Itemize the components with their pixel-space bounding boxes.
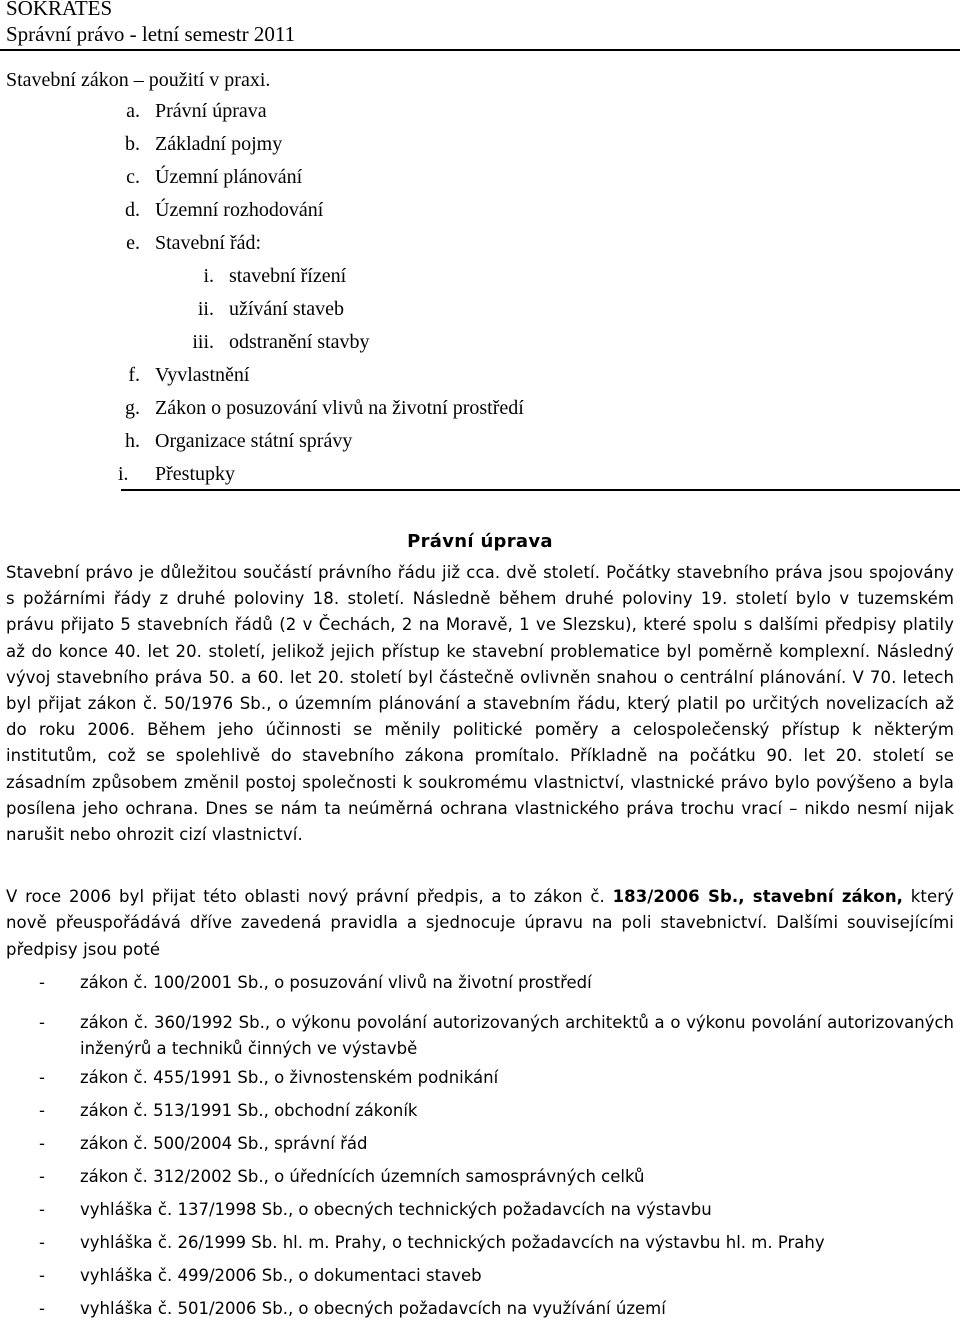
toc-text: Územní plánování [155, 166, 303, 188]
list-item-text: zákon č. 312/2002 Sb., o úřednících územních samosprávných celků [80, 1167, 645, 1186]
toc-text: užívání staveb [229, 298, 344, 320]
list-item-text: zákon č. 100/2001 Sb., o posuzování vlivů na životní prostředí [80, 973, 592, 992]
list-dash: - [39, 1233, 45, 1252]
body-paragraph: Stavební právo je důležitou součástí právního řádu již cca. dvě století. Počátky stavebního práva jsou spojovány s požárními řády z druhé poloviny 18. století. Následně během druhé poloviny 19. století bylo v tuzemském právu přijato 5 stavebních řádů (2 v Čechách, 2 na Moravě, 1 ve Slezsku), které spolu s dalšími předpisy platily až do konce 40. let 20. století, jelikož jejich přístup ke stavební problematice byl poměrně komplexní. Následný vývoj stavebního práva 50. a 60. let 20. století byl částečně ovlivněn snahou o centrální plánování. V 70. letech byl přijat zákon č. 50/1976 Sb., o územním plánování a stavebním řádu, který platil po určitých novelizacích až do roku 2006. Během jeho účinnosti se měnily politické poměry a celospolečenský přístup k některým institutům, což se spolehlivě do stavebního zákona promítalo. Příkladně na počátku 90. let 20. století se zásadním způsobem změnil postoj společnosti k soukromému vlastnictví, vlastnické právo bylo povýšeno a byla posílena jeho ochrana. Dnes se nám ta neúměrná ochrana vlastnického práva trochu vrací – nikdo nesmí nijak narušit nebo ohrozit cizí vlastnictví. [6, 563, 954, 845]
toc-marker: g. [125, 397, 140, 419]
list-item-text: vyhláška č. 501/2006 Sb., o obecných požadavcích na využívání území [80, 1299, 666, 1318]
toc-text: Organizace státní správy [155, 430, 353, 452]
list-item-text: zákon č. 360/1992 Sb., o výkonu povolání autorizovaných architektů a o výkonu povolání autorizovaných inženýrů a techniků činných ve výstavbě [80, 1013, 954, 1058]
list-dash: - [39, 1167, 45, 1186]
toc-marker: a. [126, 100, 140, 122]
list-item-text: zákon č. 500/2004 Sb., správní řád [80, 1134, 368, 1153]
toc-text: Přestupky [155, 463, 235, 485]
law-reference-bold: 183/2006 Sb., stavební zákon, [612, 887, 904, 906]
toc-marker: e. [126, 232, 140, 254]
list-dash: - [39, 1101, 45, 1120]
list-item-text: vyhláška č. 137/1998 Sb., o obecných technických požadavcích na výstavbu [80, 1200, 712, 1219]
list-dash: - [39, 1266, 45, 1285]
list-dash: - [39, 1200, 45, 1219]
toc-text: Územní rozhodování [155, 199, 324, 221]
toc-text: stavební řízení [229, 265, 347, 287]
list-dash: - [39, 1134, 45, 1153]
toc-marker: d. [125, 199, 140, 221]
header-divider [0, 49, 960, 51]
toc-divider [121, 489, 960, 491]
header-brand: SOKRATES [6, 0, 113, 20]
toc-marker: i. [118, 463, 129, 485]
toc-marker: i. [203, 265, 214, 287]
toc-marker: c. [126, 166, 140, 188]
toc-text: Základní pojmy [155, 133, 283, 155]
list-dash: - [39, 1013, 45, 1032]
toc-text: Vyvlastnění [155, 364, 250, 386]
list-dash: - [39, 973, 45, 992]
list-item-text: vyhláška č. 26/1999 Sb. hl. m. Prahy, o technických požadavcích na výstavbu hl. m. Prahy [80, 1233, 825, 1252]
list-item-text: zákon č. 513/1991 Sb., obchodní zákoník [80, 1101, 418, 1120]
list-item-text: vyhláška č. 499/2006 Sb., o dokumentaci staveb [80, 1266, 482, 1285]
toc-marker: h. [125, 430, 140, 452]
paragraph-text: V roce 2006 byl přijat této oblasti nový právní předpis, a to zákon č. [6, 887, 613, 906]
toc-marker: ii. [197, 298, 214, 320]
toc-text: Zákon o posuzování vlivů na životní prostředí [155, 397, 524, 419]
body-paragraph [6, 884, 954, 963]
toc-text: Právní úprava [155, 100, 267, 122]
paragraph-text: který nově přeuspořádává dříve zavedená pravidla a sjednocuje úpravu na poli stavebnictví. Dalšími souvisejícími předpisy jsou poté [6, 887, 954, 959]
section-title: Právní úprava [407, 531, 553, 552]
toc-text: Stavební řád: [155, 232, 262, 254]
list-item-text: zákon č. 455/1991 Sb., o živnostenském podnikání [80, 1068, 499, 1087]
toc-marker: b. [125, 133, 140, 155]
list-dash: - [39, 1299, 45, 1318]
toc-marker: f. [128, 364, 140, 386]
toc-marker: iii. [192, 331, 214, 353]
header-course-title: Správní právo - letní semestr 2011 [6, 22, 296, 46]
list-dash: - [39, 1068, 45, 1087]
toc-text: odstranění stavby [229, 331, 370, 353]
intro-heading: Stavební zákon – použití v praxi. [6, 69, 271, 91]
